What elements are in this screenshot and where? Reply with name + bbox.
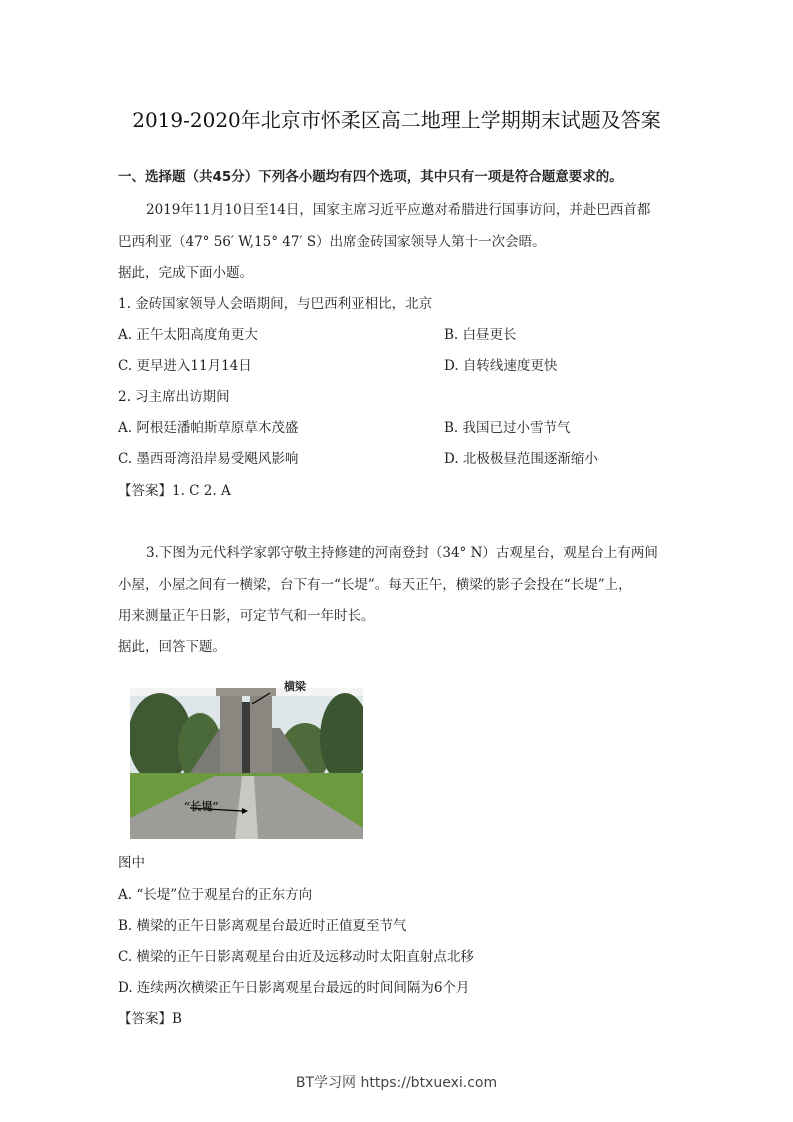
beam-label: 横梁 — [284, 680, 306, 693]
question-1-stem: 1. 金砖国家领导人会晤期间，与巴西利亚相比，北京 — [118, 296, 433, 312]
question-3-stem: 图中 — [118, 855, 145, 871]
q3-option-b: B. 横梁的正午日影离观星台最近时正值夏至节气 — [118, 918, 407, 934]
document-title: 2019-2020年北京市怀柔区高二地理上学期期末试题及答案 — [132, 108, 661, 132]
q1-option-c: C. 更早进入11月14日 — [118, 358, 252, 374]
observatory-photo — [130, 680, 363, 839]
q3-option-a: A. “长堤”位于观星台的正东方向 — [118, 887, 313, 903]
answer-3: 【答案】B — [118, 1011, 182, 1027]
q3-option-c: C. 横梁的正午日影离观星台由近及远移动时太阳直射点北移 — [118, 949, 474, 965]
q2-option-c: C. 墨西哥湾沿岸易受飓风影响 — [118, 451, 299, 467]
q3-intro-line: 小屋，小屋之间有一横梁，台下有一“长堤”。每天正午，横梁的影子会投在“长堤”上， — [118, 577, 632, 593]
answer-1-2: 【答案】1. C 2. A — [118, 483, 231, 499]
q1-option-a: A. 正午太阳高度角更大 — [118, 327, 258, 343]
section-heading: 一、选择题（共45分）下列各小题均有四个选项，其中只有一项是符合题意要求的。 — [118, 169, 623, 185]
q2-option-b: B. 我国已过小雪节气 — [444, 420, 571, 436]
intro-line: 据此，完成下面小题。 — [118, 265, 253, 281]
q1-option-b: B. 白昼更长 — [444, 327, 517, 343]
q3-intro-line: 据此，回答下题。 — [118, 639, 226, 655]
q1-option-d: D. 自转线速度更快 — [444, 358, 558, 374]
q3-intro-line: 用来测量正午日影，可定节气和一年时长。 — [118, 608, 375, 624]
q3-option-d: D. 连续两次横梁正午日影离观星台最远的时间间隔为6个月 — [118, 980, 470, 996]
q2-option-d: D. 北极极昼范围逐渐缩小 — [444, 451, 598, 467]
intro-line: 2019年11月10日至14日，国家主席习近平应邀对希腊进行国事访问，并赴巴西首都 — [146, 202, 651, 218]
dike-label: “长堤” — [184, 800, 219, 813]
intro-line: 巴西利亚（47° 56′ W,15° 47′ S）出席金砖国家领导人第十一次会晤。 — [118, 234, 546, 250]
footer-watermark: BT学习网 https://btxuexi.com — [295, 1075, 498, 1091]
q2-option-a: A. 阿根廷潘帕斯草原草木茂盛 — [118, 420, 299, 436]
question-2-stem: 2. 习主席出访期间 — [118, 389, 230, 405]
q3-intro-line: 3.下图为元代科学家郭守敬主持修建的河南登封（34° N）古观星台，观星台上有两间 — [146, 545, 658, 561]
